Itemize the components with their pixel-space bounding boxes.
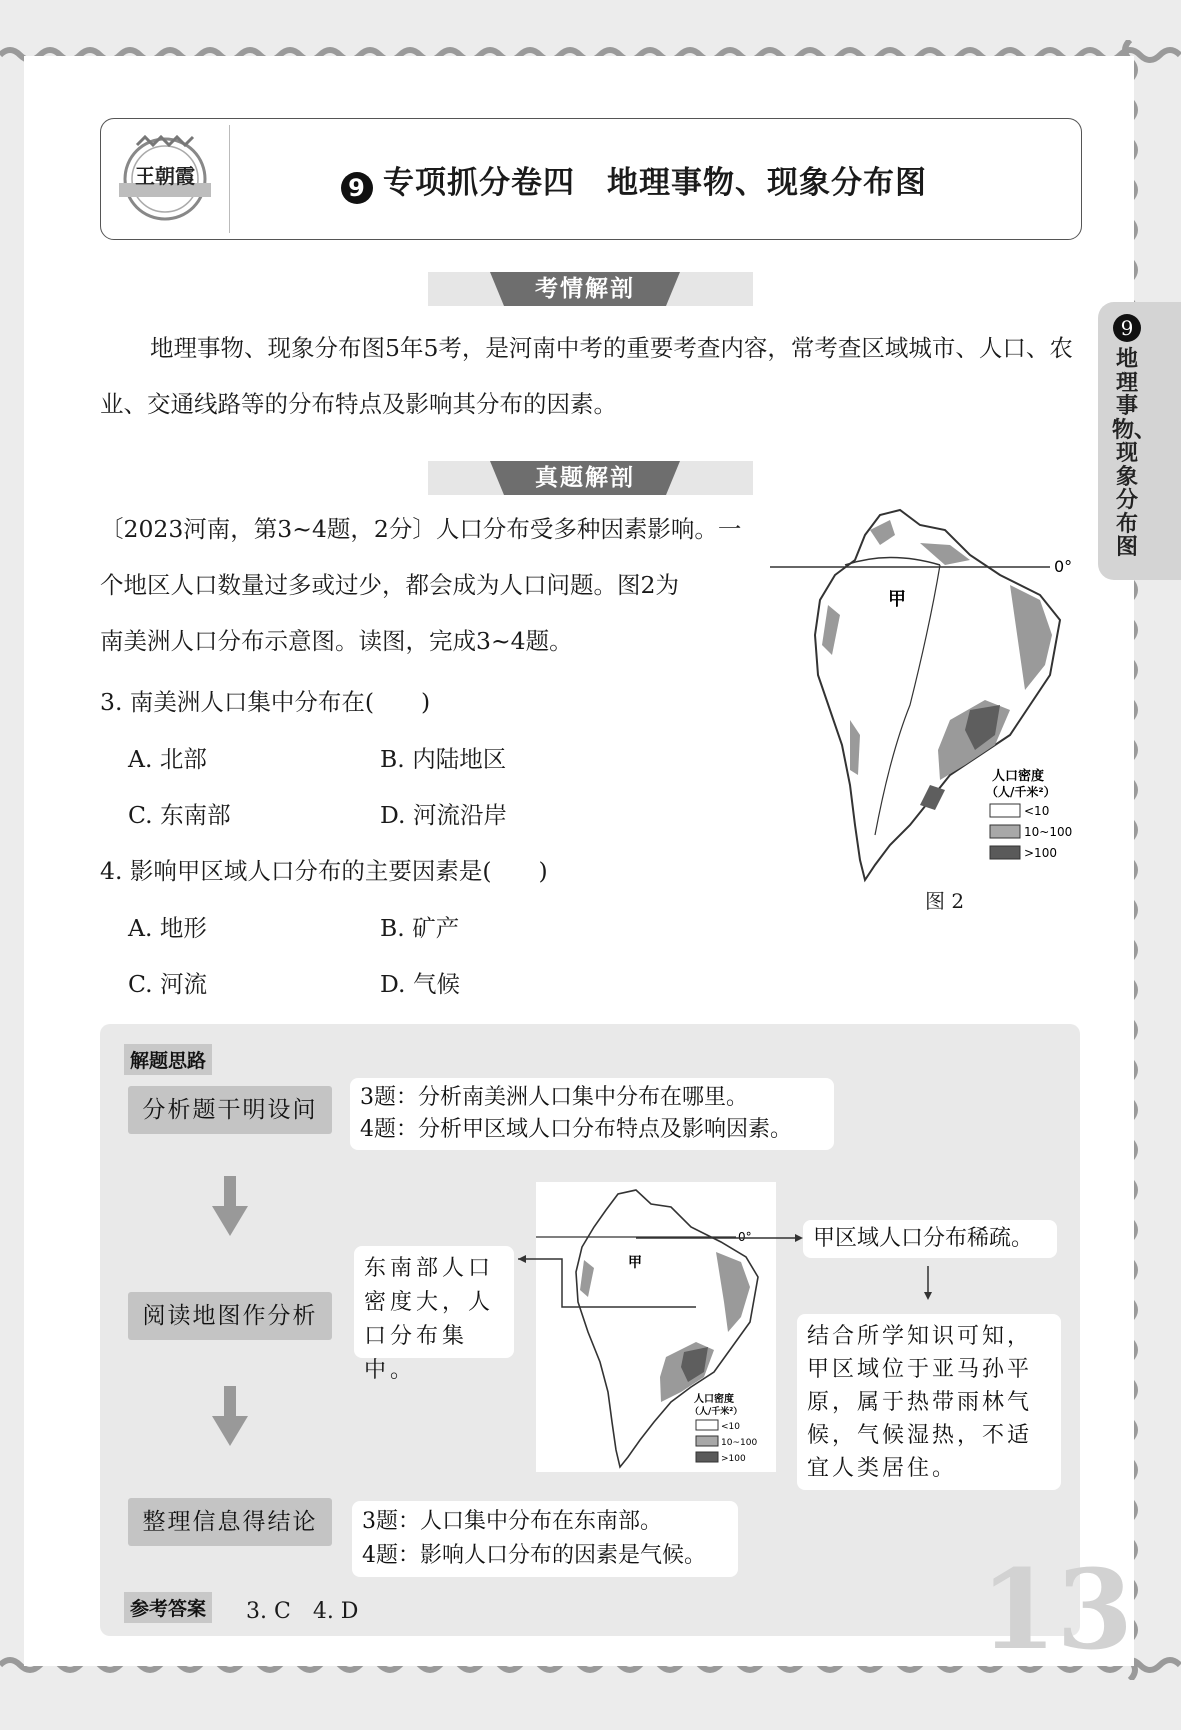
section-title-real-questions: 真题解剖 <box>535 465 635 491</box>
intro-line-1: 地理事物、现象分布图5年5考，是河南中考的重要考查内容，常考查区域城市、人口、农 <box>150 334 1073 362</box>
legend-swatch-mid <box>990 825 1020 838</box>
jia-climate-note: 结合所学知识可知，甲区域位于亚马孙平原，属于热带雨林气候，气候湿热，不适宜人类居住。 <box>797 1314 1061 1490</box>
q3-option-c[interactable]: C. 东南部 <box>128 801 231 829</box>
question-4: 4. 影响甲区域人口分布的主要因素是( ) <box>100 857 548 885</box>
header-divider <box>229 125 230 233</box>
mini-legend-swatch-mid <box>696 1436 718 1446</box>
legend-swatch-low <box>990 804 1020 817</box>
step1-note-3: 3题：分析南美洲人口集中分布在哪里。 <box>360 1085 748 1110</box>
southeast-density-note: 东南部人口密度大，人口分布集中。 <box>354 1246 514 1358</box>
step-analyze-question: 分析题干明设问 <box>128 1086 332 1134</box>
flow-arrow-down-2 <box>212 1386 248 1446</box>
mini-legend-title: 人口密度 <box>694 1394 734 1405</box>
section-title-exam-analysis: 考情解剖 <box>535 276 635 302</box>
answer-text: 3. C 4. D <box>246 1599 359 1624</box>
page-number: 13 <box>980 1545 1134 1674</box>
legend-swatch-high <box>990 846 1020 859</box>
region-jia-label: 甲 <box>888 589 906 610</box>
mini-legend-unit: （人/千米²） <box>690 1407 743 1417</box>
legend-title: 人口密度 <box>992 769 1045 784</box>
q3-option-d[interactable]: D. 河流沿岸 <box>380 801 507 829</box>
flow-arrow-down-1 <box>212 1176 248 1236</box>
mini-legend-label-high: >100 <box>721 1454 746 1464</box>
chapter-number-badge: 9 <box>341 172 373 204</box>
section-heading-exam-analysis <box>428 272 753 306</box>
step1-note-4: 4题：分析甲区域人口分布特点及影响因素。 <box>360 1117 792 1142</box>
analysis-panel <box>100 1024 1080 1636</box>
legend-label-mid: 10~100 <box>1024 825 1073 839</box>
stem-line-1: 〔2023河南，第3~4题，2分〕人口分布受多种因素影响。一 <box>100 515 742 543</box>
stem-line-3: 南美洲人口分布示意图。读图，完成3~4题。 <box>100 627 573 655</box>
step-conclude: 整理信息得结论 <box>128 1498 332 1546</box>
side-tab-number: 9 <box>1113 314 1141 342</box>
mini-region-jia-label: 甲 <box>628 1255 642 1271</box>
mini-legend-swatch-low <box>696 1420 718 1430</box>
figure-caption: 图 2 <box>925 889 965 913</box>
analysis-label: 解题思路 <box>124 1044 212 1075</box>
conclusion-notes <box>352 1501 738 1577</box>
south-america-population-map <box>770 505 1090 890</box>
legend-label-low: <10 <box>1024 804 1050 818</box>
mini-south-america-map <box>536 1182 776 1472</box>
stem-line-2: 个地区人口数量过多或过少，都会成为人口问题。图2为 <box>100 571 679 599</box>
mini-legend-label-low: <10 <box>721 1422 740 1432</box>
equator-label: 0° <box>1054 557 1073 576</box>
chapter-side-tab[interactable] <box>1098 302 1181 580</box>
legend-label-high: >100 <box>1024 846 1057 860</box>
step1-notes <box>350 1078 834 1150</box>
mini-legend-swatch-high <box>696 1452 718 1462</box>
q4-option-b[interactable]: B. 矿产 <box>380 914 460 942</box>
page-title-text: 专项抓分卷四 地理事物、现象分布图 <box>383 165 927 201</box>
q4-option-d[interactable]: D. 气候 <box>380 970 460 998</box>
q4-option-c[interactable]: C. 河流 <box>128 970 208 998</box>
question-3: 3. 南美洲人口集中分布在( ) <box>100 688 431 716</box>
page-header <box>100 118 1082 240</box>
mini-equator-label: 0° <box>738 1230 752 1244</box>
side-tab-text: 地理事物、现象分布图 <box>1112 347 1157 560</box>
jia-sparse-note: 甲区域人口分布稀疏。 <box>803 1220 1057 1258</box>
publisher-logo <box>115 127 215 227</box>
section-heading-real-questions <box>428 461 753 495</box>
mini-legend-label-mid: 10~100 <box>721 1438 758 1448</box>
intro-line-2: 业、交通线路等的分布特点及影响其分布的因素。 <box>100 390 617 418</box>
q3-option-b[interactable]: B. 内陆地区 <box>380 745 507 773</box>
step-read-map: 阅读地图作分析 <box>128 1292 332 1340</box>
logo-text: 王朝霞 <box>135 164 195 188</box>
q4-option-a[interactable]: A. 地形 <box>128 914 207 942</box>
answer-label: 参考答案 <box>124 1592 212 1623</box>
conclusion-4: 4题：影响人口分布的因素是气候。 <box>362 1543 706 1568</box>
legend-unit: （人/千米²） <box>986 785 1056 799</box>
page-title <box>341 157 927 204</box>
conclusion-3: 3题：人口集中分布在东南部。 <box>362 1509 662 1534</box>
q3-option-a[interactable]: A. 北部 <box>128 745 207 773</box>
